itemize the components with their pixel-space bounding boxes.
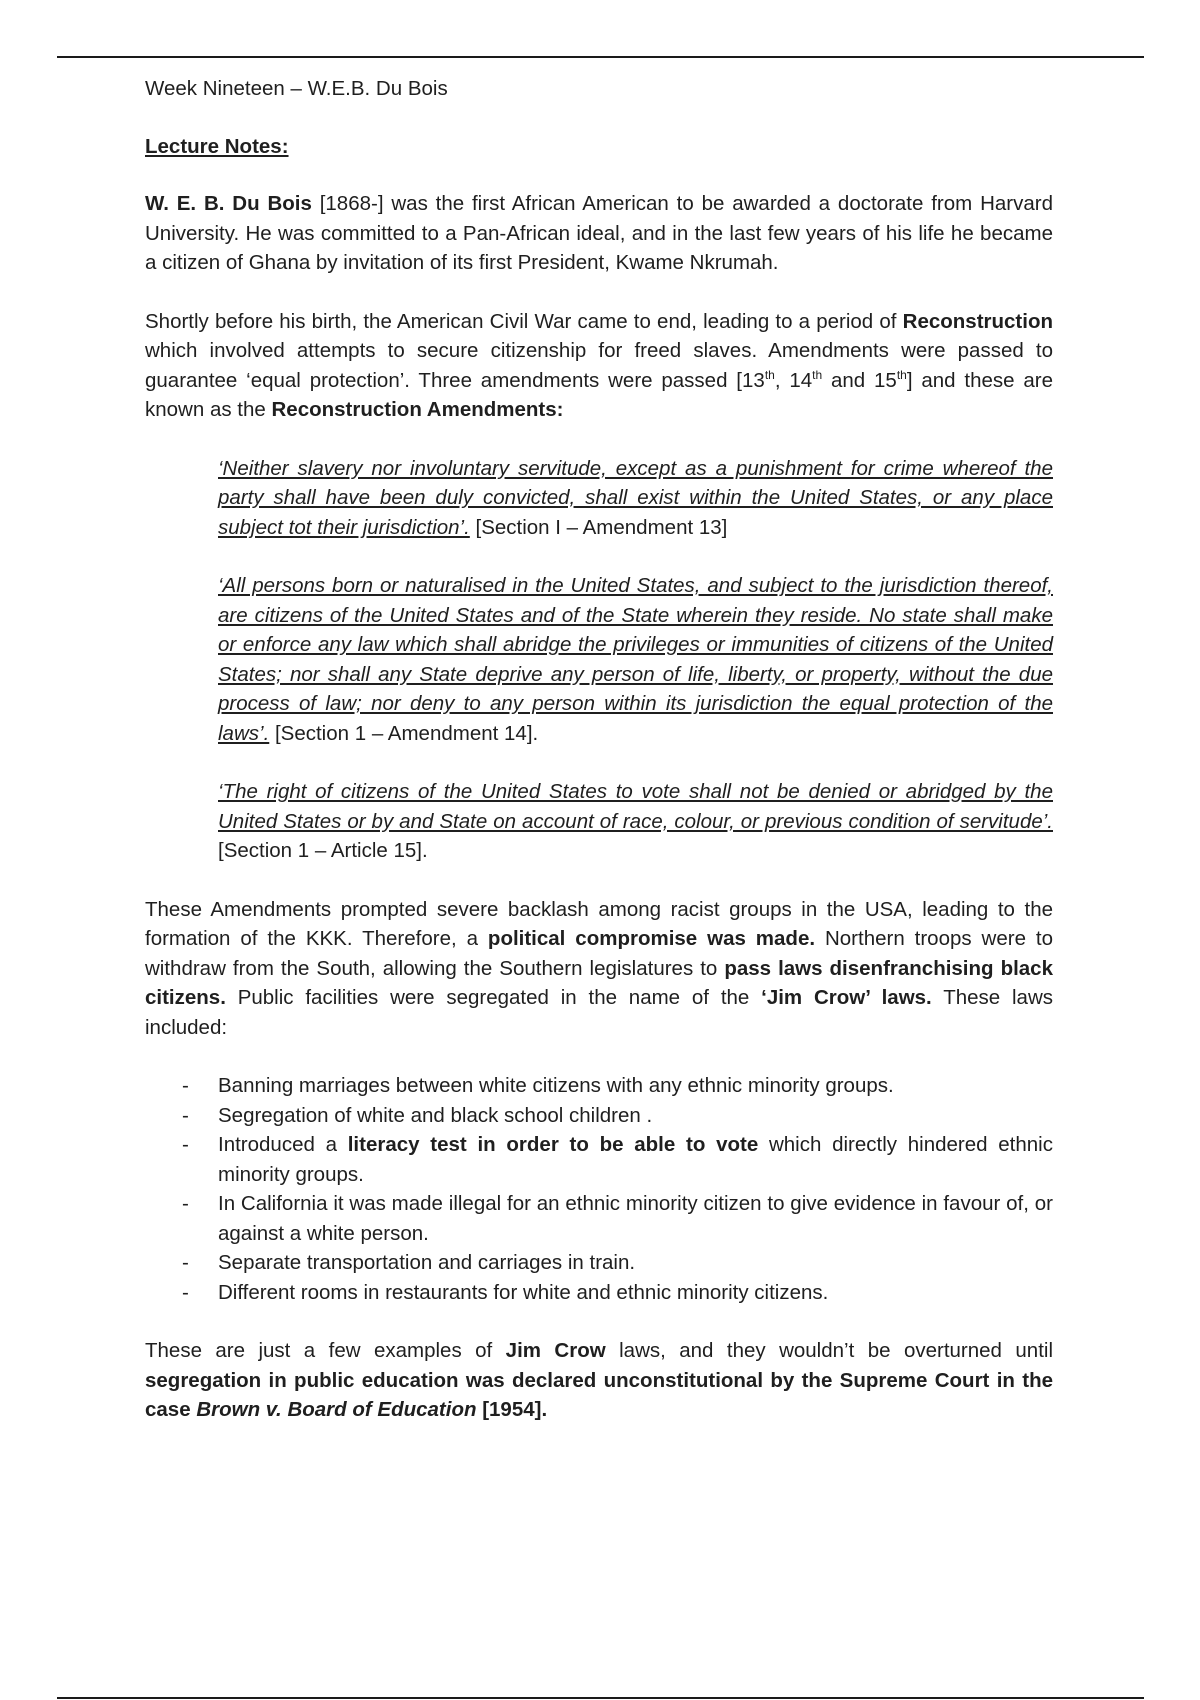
quote-amendment-14: ‘All persons born or naturalised in the United States, and subject to the jurisdiction thereof, are citizens of the United States and of the State wherein they reside. No state shall make or enforce any law which shall abridge the privileges or immunities of citizens of the United States; nor shall any State deprive any person of life, liberty, or property, without the due process of law; nor deny to any person within its jurisdiction the equal protection of the laws’. [Section 1 – Amendment 14]. [218, 574, 1053, 745]
document-page [145, 74, 1053, 1454]
paragraph-reconstruction: Shortly before his birth, the American Civil War came to end, leading to a period of Reconstruction which involved attempts to secure citizenship for freed slaves. Amendments were passed to guarantee ‘equal protection’. Three amendments were passed [13th, 14th and 15th] and these are known as the Reconstruction Amendments: [145, 309, 1053, 421]
list-item: - In California it was made illegal for an ethnic minority citizen to give evidence in favour of, or against a white person. [182, 1192, 1053, 1245]
footer-rule [57, 1697, 1144, 1699]
jim-crow-list [145, 1071, 1053, 1307]
list-item: - Segregation of white and black school children . [182, 1103, 653, 1127]
page-header: Week Nineteen – W.E.B. Du Bois [145, 77, 448, 100]
list-item: - Introduced a literacy test in order to be able to vote which directly hindered ethnic minority groups. [182, 1133, 1053, 1186]
list-item: - Separate transportation and carriages in train. [182, 1251, 636, 1274]
paragraph-intro: W. E. B. Du Bois [1868-] was the first African American to be awarded a doctorate from Harvard University. He was committed to a Pan-African ideal, and in the last few years of his life he became a citizen of Ghana by invitation of its first President, Kwame Nkrumah. [145, 192, 1053, 274]
paragraph-conclusion: These are just a few examples of Jim Crow laws, and they wouldn’t be overturned until segregation in public education was declared unconstitutional by the Supreme Court in the case Brown v. Board of Education [1954]. [145, 1339, 1053, 1421]
list-item: - Different rooms in restaurants for white and ethnic minority citizens. [182, 1280, 829, 1304]
paragraph-backlash: These Amendments prompted severe backlash among racist groups in the USA, leading to the formation of the KKK. Therefore, a political compromise was made. Northern troops were to withdraw from the South, allowing the Southern legislatures to pass laws disenfranchising black citizens. Public facilities were segregated in the name of the ‘Jim Crow’ laws. These laws included: [145, 897, 1054, 1039]
list-item: - Banning marriages between white citizens with any ethnic minority groups. [182, 1074, 894, 1097]
section-heading: Lecture Notes: [145, 134, 289, 158]
du-bois-name: W. E. B. Du Bois [145, 192, 312, 215]
header-rule [57, 56, 1144, 58]
quote-amendment-15: ‘The right of citizens of the United States to vote shall not be denied or abridged by the United States or by and State on account of race, colour, or previous condition of servitude’. [Section 1 – Article 15]. [218, 780, 1053, 862]
quote-amendment-13: ‘Neither slavery nor involuntary servitude, except as a punishment for crime whereof the party shall have been duly convicted, shall exist within the United States, or any place subject tot their jurisdiction’. [Section I – Amendment 13] [218, 456, 1053, 539]
